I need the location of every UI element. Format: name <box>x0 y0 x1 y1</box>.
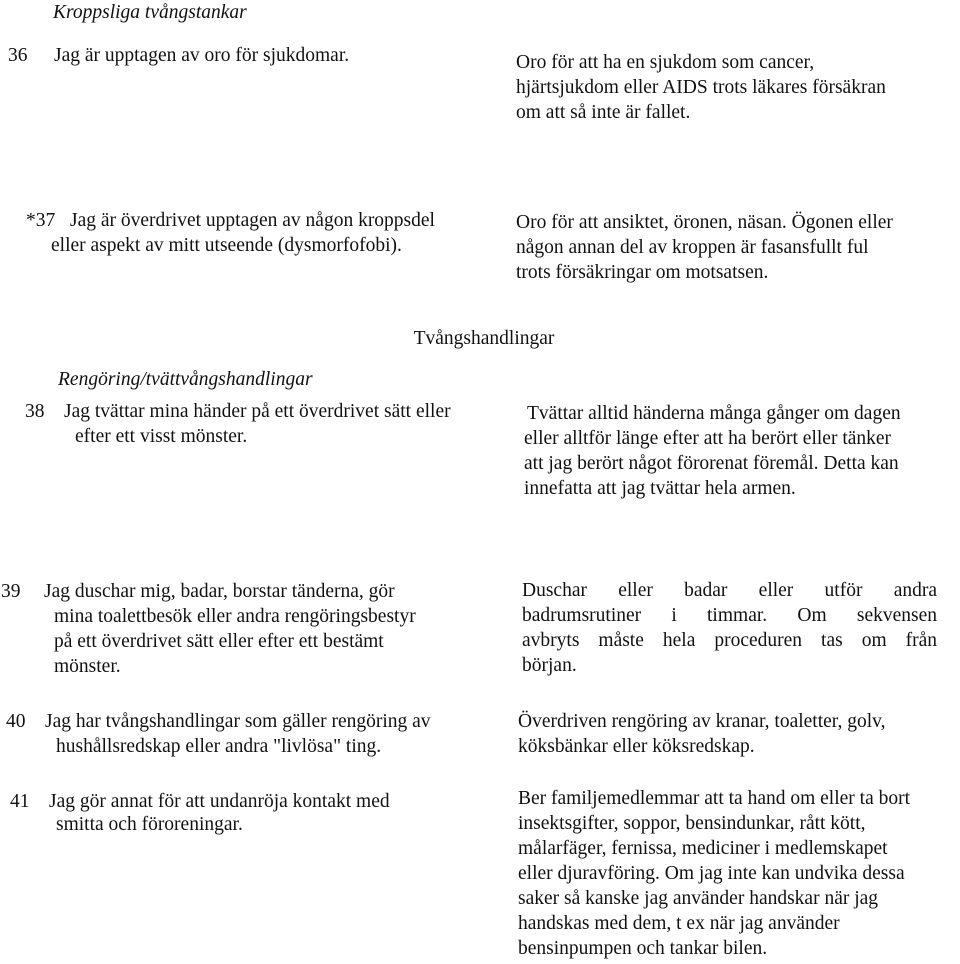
example-line: badrumsrutiner i timmar. Om sekvensen <box>522 605 937 626</box>
statement-line: mina toalettbesök eller andra rengöringsbestyr <box>54 606 416 627</box>
item-39-statement-cont <box>54 604 416 679</box>
subheading-cleaning: Rengöring/tvättvångshandlingar <box>58 369 313 390</box>
statement-line: Jag är upptagen av oro för sjukdomar. <box>54 45 350 66</box>
example-line: eller djuravföring. Om jag inte kan undvika dessa <box>518 863 905 884</box>
example-line: saker så kanske jag använder handskar när jag <box>518 888 879 909</box>
example-line: någon annan del av kroppen är fasansfullt ful <box>516 237 869 258</box>
section-heading-body-thoughts: Kroppsliga tvångstankar <box>53 2 247 23</box>
item-40-example <box>518 709 886 759</box>
statement-line: eller aspekt av mitt utseende (dysmorfofobi). <box>51 235 402 256</box>
example-line: köksbänkar eller köksredskap. <box>518 736 755 757</box>
example-line: innefatta att jag tvättar hela armen. <box>524 478 796 499</box>
item-41-example <box>518 786 910 961</box>
example-line: avbryts måste hela proceduren tas om från <box>522 630 937 651</box>
statement-line: hushållsredskap eller andra "livlösa" ting. <box>56 736 382 757</box>
section-title-compulsions: Tvångshandlingar <box>413 328 555 349</box>
item-39-number: 39 <box>1 581 21 602</box>
item-39-statement <box>44 579 395 604</box>
example-line: Tvättar alltid händerna många gånger om dagen <box>527 403 901 424</box>
item-36-example <box>516 50 886 125</box>
statement-line: Jag tvättar mina händer på ett överdrivet sätt eller <box>64 401 451 422</box>
example-line: om att så inte är fallet. <box>516 102 691 123</box>
item-36-number: 36 <box>8 45 28 66</box>
item-40-number: 40 <box>6 711 26 732</box>
statement-line: på ett överdrivet sätt eller efter ett bestämt <box>54 631 384 652</box>
item-38-statement <box>64 399 451 424</box>
example-line: att jag berört något förorenat föremål. Detta kan <box>524 453 899 474</box>
example-line: insektsgifter, soppor, bensindunkar, rått kött, <box>518 813 866 834</box>
item-38-statement-cont <box>75 424 247 449</box>
item-37-statement-cont <box>51 233 402 258</box>
item-38-number: 38 <box>25 401 45 422</box>
item-39-example <box>522 578 937 678</box>
example-line: Överdriven rengöring av kranar, toaletter, golv, <box>518 711 886 732</box>
item-40-statement-cont <box>56 734 381 759</box>
example-line: bensinpumpen och tankar bilen. <box>518 938 768 959</box>
example-line: början. <box>522 655 577 676</box>
example-line: handskas med dem, t ex när jag använder <box>518 913 840 934</box>
item-37-statement <box>70 208 435 233</box>
example-line: hjärtsjukdom eller AIDS trots läkares försäkran <box>516 77 886 98</box>
example-line: trots försäkringar om motsatsen. <box>516 262 769 283</box>
item-41-statement-cont <box>56 812 243 837</box>
item-36-statement <box>54 43 349 68</box>
item-37-number: *37 <box>26 210 56 231</box>
item-40-statement <box>45 709 431 734</box>
statement-line: efter ett visst mönster. <box>75 426 248 447</box>
example-line: Oro för att ha en sjukdom som cancer, <box>516 52 815 73</box>
item-38-example <box>524 401 901 501</box>
statement-line: smitta och föroreningar. <box>56 814 243 835</box>
example-line: Ber familjemedlemmar att ta hand om eller ta bort <box>518 788 911 809</box>
statement-line: Jag har tvångshandlingar som gäller rengöring av <box>45 711 431 732</box>
statement-line: Jag gör annat för att undanröja kontakt med <box>49 791 390 812</box>
example-line: Duschar eller badar eller utför andra <box>522 580 937 601</box>
example-line: Oro för att ansiktet, öronen, näsan. Ögonen eller <box>516 212 893 233</box>
item-41-statement <box>49 789 390 814</box>
example-line: målarfäger, fernissa, mediciner i medlemskapet <box>518 838 888 859</box>
item-41-number: 41 <box>10 791 30 812</box>
example-line: eller alltför länge efter att ha berört eller tänker <box>524 428 892 449</box>
item-37-example <box>516 210 893 285</box>
statement-line: Jag duschar mig, badar, borstar tänderna, gör <box>44 581 395 602</box>
statement-line: mönster. <box>54 656 121 677</box>
statement-line: Jag är överdrivet upptagen av någon kroppsdel <box>70 210 435 231</box>
